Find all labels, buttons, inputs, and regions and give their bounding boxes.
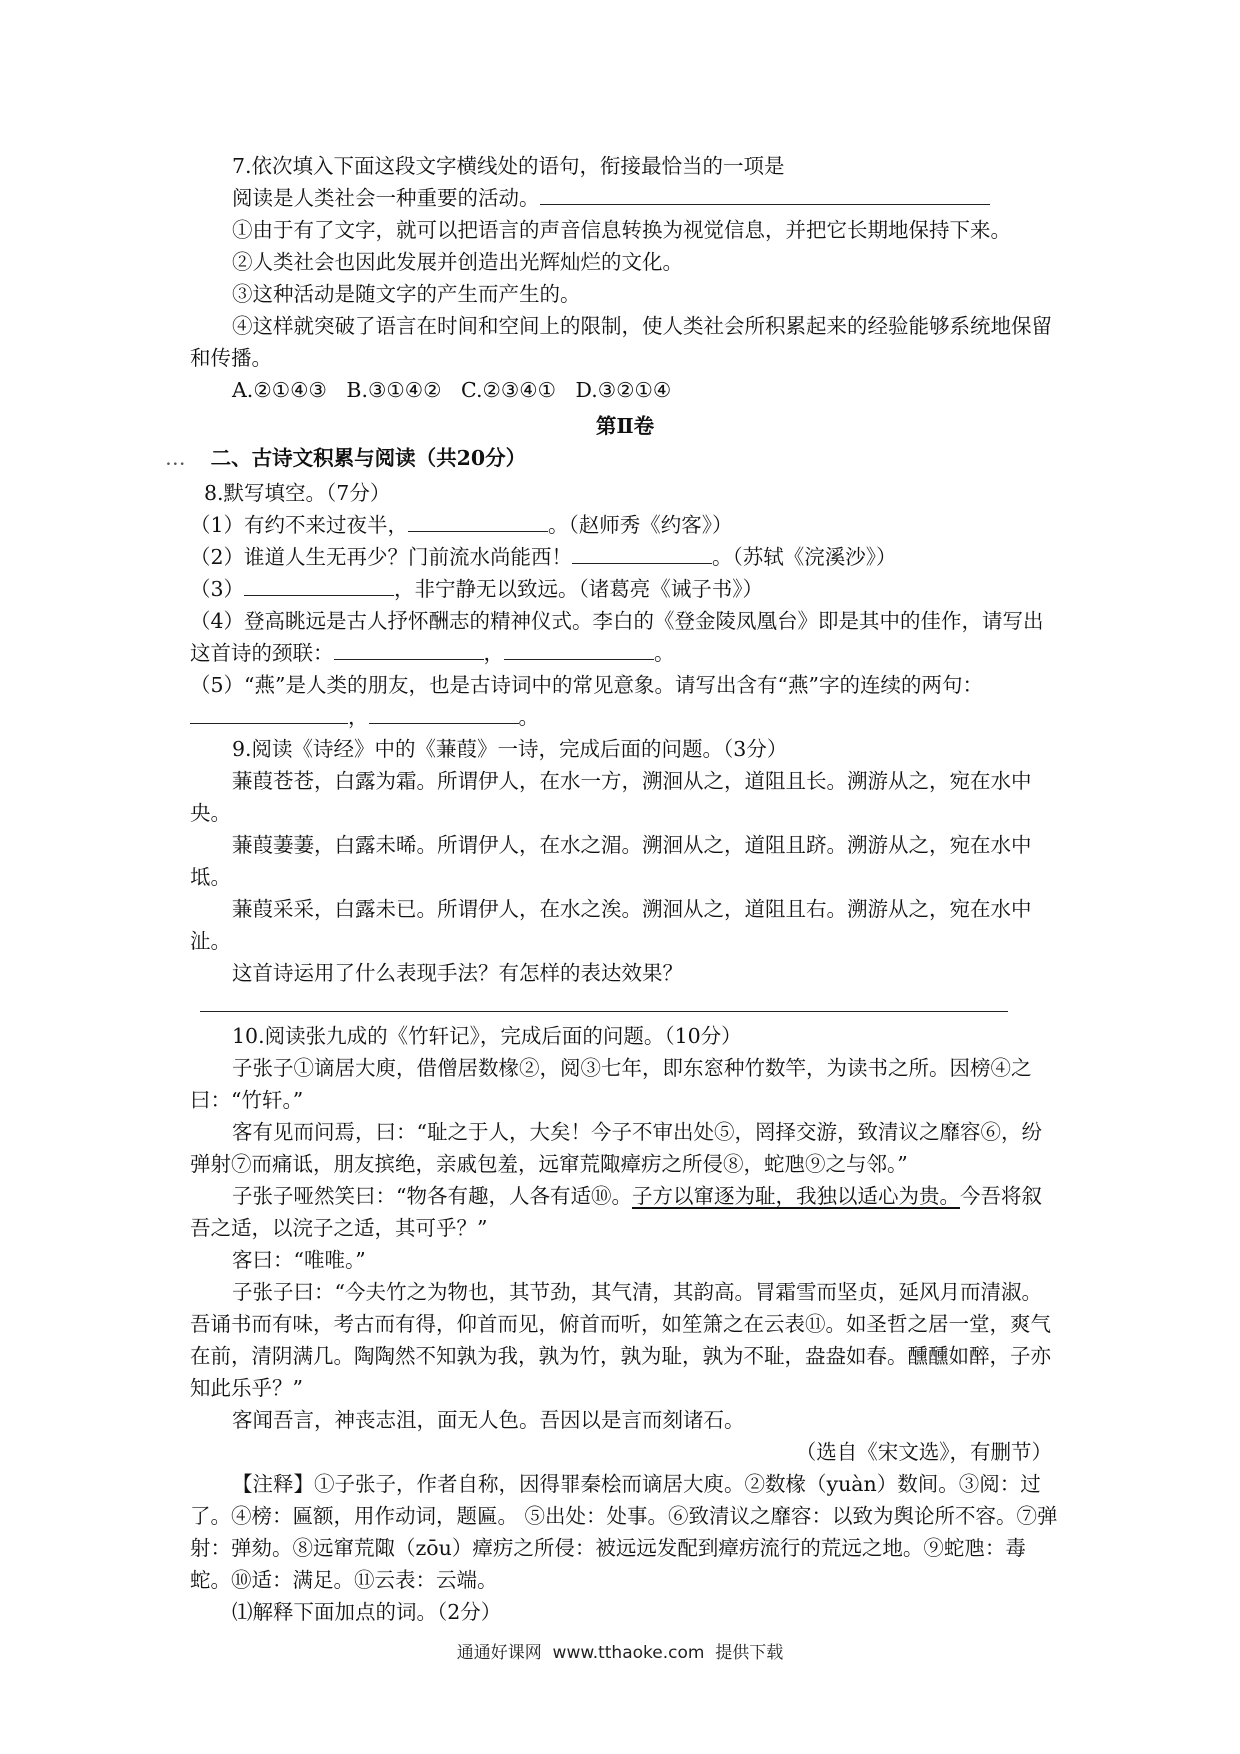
q8-item-2-text: （2）谁道人生无再少？门前流水尚能西！ (190, 545, 573, 569)
q8-blank-4a (334, 637, 484, 660)
q7-options: A.②①④③ B.③①④② C.②③④① D.③②①④ (232, 378, 672, 402)
q8-blank-5b (369, 701, 519, 724)
section-heading-text: 二、古诗文积累与阅读（共20分） (210, 446, 527, 470)
q8-item-5 (190, 669, 1060, 733)
q10-source: （选自《宋文选》，有删节） (795, 1440, 1052, 1464)
q10-sub-question-1: ⑴解释下面加点的词。（2分） (232, 1600, 502, 1624)
q8-blank-4b (504, 637, 654, 660)
q9-stanza-3: 蒹葭采采，白露未已。所谓伊人，在水之涘。溯洄从之，道阻且右。溯游从之，宛在水中沚。 (190, 897, 1032, 953)
q8-blank-1 (408, 509, 548, 532)
section-heading (166, 442, 1060, 477)
q8-blank-3 (244, 573, 394, 596)
q7-stem (190, 182, 1060, 214)
q7-answer-blank (540, 182, 990, 205)
q10-underlined-sentence: 子方以窜逐为耻，我独以适心为贵。 (631, 1184, 960, 1208)
q9-answer-line (200, 1011, 1008, 1012)
q10-title: 10.阅读张九成的《竹轩记》，完成后面的问题。（10分） (232, 1024, 742, 1048)
section-title: 第Ⅱ卷 (595, 414, 655, 438)
q7-sentence-2: ②人类社会也因此发展并创造出光辉灿烂的文化。 (232, 250, 683, 274)
q8-comma: ， (483, 641, 504, 665)
q10-notes: 【注释】①子张子，作者自称，因得罪秦桧而谪居大庾。②数椽（yuàn）数间。③阅：过了。④榜：匾额，用作动词，题匾。 ⑤出处：处事。⑥致清议之靡容：以致为舆论所不容。⑦弹射：弹劾。⑧远窜荒陬（zōu）瘴疠之所侵：被远远发配到瘴疠流行的荒远之地。⑨蛇虺：毒蛇。⑩适：满足。⑪云表：云端。 (190, 1472, 1058, 1592)
q8-item-2-source: 。（苏轼《浣溪沙》） (712, 545, 897, 569)
q8-item-3-text: （3） (190, 577, 245, 601)
q9-stanza-1: 蒹葭苍苍，白露为霜。所谓伊人，在水一方，溯洄从之，道阻且长。溯游从之，宛在水中央。 (190, 769, 1032, 825)
q8-blank-2 (572, 541, 712, 564)
q7-stem-text: 阅读是人类社会一种重要的活动。 (232, 186, 540, 210)
q8-item-4-text: （4）登高眺远是古人抒怀酬志的精神仪式。李白的《登金陵凤凰台》即是其中的佳作，请写出这首诗的颈联： (190, 609, 1044, 665)
q8-period: 。 (654, 641, 675, 665)
q10-para-1: 子张子①谪居大庾，借僧居数椽②，阅③七年，即东窓种竹数竿，为读书之所。因榜④之曰：“竹轩。” (190, 1056, 1032, 1112)
q8-period-5: 。 (518, 705, 539, 729)
q10-para-3-end: 今吾将叙吾之适，以浣子之适，其可乎？” (190, 1184, 1042, 1240)
q8-title (190, 477, 1060, 509)
q10-para-3 (190, 1180, 1060, 1244)
q7-title: 7.依次填入下面这段文字横线处的语句，衔接最恰当的一项是 (232, 154, 785, 178)
q8-item-1-text: （1）有约不来过夜半， (190, 513, 409, 537)
q8-item-3 (190, 573, 1060, 605)
q10-para-2: 客有见而问焉，曰：“耻之于人，大矣！今子不审出处⑤，罔择交游，致清议之靡容⑥，纷弹射⑦而痛诋，朋友摈绝，亲戚包羞，远窜荒陬瘴疠之所侵⑧，蛇虺⑨之与邻。” (190, 1120, 1042, 1176)
q7-sentence-4: ④这样就突破了语言在时间和空间上的限制，使人类社会所积累起来的经验能够系统地保留和传播。 (190, 314, 1052, 370)
q9-stanza-2: 蒹葭萋萋，白露未晞。所谓伊人，在水之湄。溯洄从之，道阻且跻。溯游从之，宛在水中坻。 (190, 833, 1032, 889)
q8-item-1 (190, 509, 1060, 541)
q8-title-text: 8.默写填空。（7分） (204, 481, 391, 505)
q10-para-3-start: 子张子哑然笑曰：“物各有趣，人各有适⑩。 (232, 1184, 632, 1208)
page-footer: 通通好课网 www.tthaoke.com 提供下载 (456, 1643, 784, 1663)
q8-item-4 (190, 605, 1060, 669)
q8-item-5-text: （5）“燕”是人类的朋友，也是古诗词中的常见意象。请写出含有“燕”字的连续的两句： (190, 673, 983, 697)
q8-item-1-source: 。（赵师秀《约客》） (548, 513, 733, 537)
q8-item-2 (190, 541, 1060, 573)
q10-para-4: 客曰：“唯唯。” (232, 1248, 366, 1272)
q8-blank-5a (190, 701, 348, 724)
q9-question: 这首诗运用了什么表现手法？有怎样的表达效果？ (232, 961, 683, 985)
q10-para-5: 子张子曰：“今夫竹之为物也，其节劲，其气清，其韵高。冐霜雪而坚贞，延风月而清淑。吾诵书而有味，考古而有得，仰首而见，俯首而听，如笙箫之在云表⑪。如圣哲之居一堂，爽气在前，清阴满几。陶陶然不知孰为我，孰为竹，孰为耻，孰为不耻，盎盎如春。醺醺如醉，子亦知此乐乎？” (190, 1280, 1051, 1400)
q9-title: 9.阅读《诗经》中的《蒹葭》一诗，完成后面的问题。（3分） (232, 737, 788, 761)
q8-comma-5: ， (348, 705, 369, 729)
page-content (166, 150, 1060, 1628)
q7-sentence-3: ③这种活动是随文字的产生而产生的。 (232, 282, 581, 306)
scan-dots: ... (166, 453, 187, 469)
q8-item-3-source: ，非宁静无以致远。（诸葛亮《诫子书》） (394, 577, 764, 601)
q7-sentence-1: ①由于有了文字，就可以把语言的声音信息转换为视觉信息，并把它长期地保持下来。 (232, 218, 1011, 242)
q10-para-6: 客闻吾言，神丧志沮，面无人色。吾因以是言而刻诸石。 (232, 1408, 745, 1432)
